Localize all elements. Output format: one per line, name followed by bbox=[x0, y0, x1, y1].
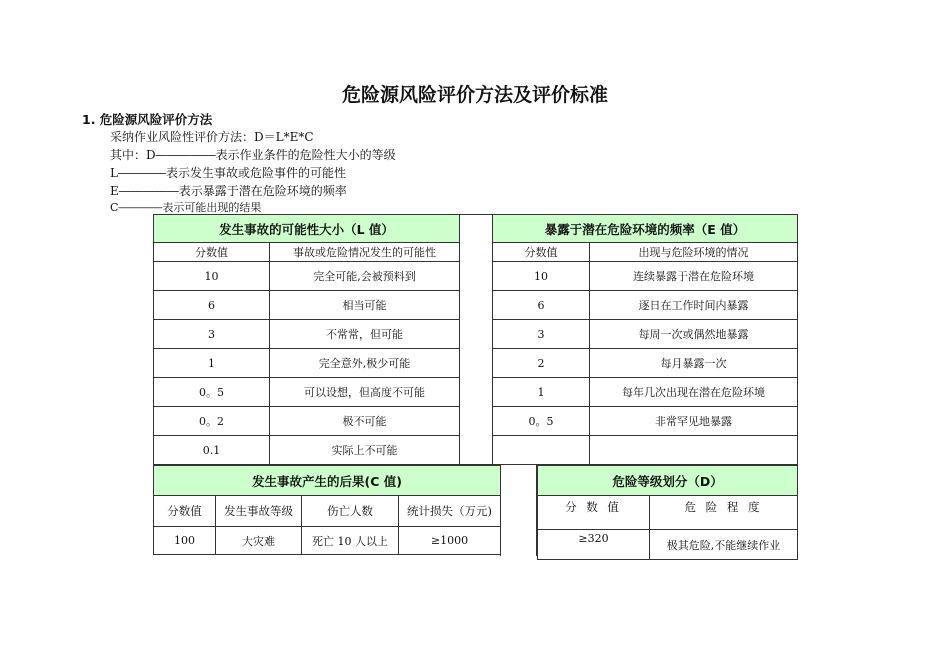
description-cell: 非常罕见地暴露 bbox=[590, 407, 798, 436]
score-cell: 2 bbox=[493, 349, 590, 378]
score-cell: 0。5 bbox=[154, 378, 270, 407]
formula-line: 采纳作业风险性评价方法：D＝L*E*C bbox=[110, 130, 314, 144]
table-gap bbox=[500, 465, 537, 556]
likelihood-table-title: 发生事故的可能性大小（L 值） bbox=[154, 215, 460, 243]
column-header: 伤亡人数 bbox=[302, 496, 399, 527]
description-cell: 完全可能,会被预料到 bbox=[270, 262, 460, 291]
description-cell: 可以设想，但高度不可能 bbox=[270, 378, 460, 407]
danger-degree-cell: 极其危险,不能继续作业 bbox=[650, 530, 798, 560]
consequence-table-title: 发生事故产生的后果(C 值) bbox=[154, 466, 501, 496]
exposure-table-title: 暴露于潜在危险环境的频率（E 值） bbox=[493, 215, 798, 243]
column-header: 统计损失（万元) bbox=[399, 496, 501, 527]
exposure-table bbox=[492, 214, 798, 465]
table-gap bbox=[459, 214, 492, 465]
score-cell: ≥320 bbox=[538, 530, 650, 560]
score-cell: 3 bbox=[154, 320, 270, 349]
description-cell: 每周一次或偶然地暴露 bbox=[590, 320, 798, 349]
score-cell: 10 bbox=[154, 262, 270, 291]
column-header: 出现与危险环境的情况 bbox=[590, 243, 798, 262]
score-cell: 0.1 bbox=[154, 436, 270, 465]
definition-d: 其中：D―――――表示作业条件的危险性大小的等级 bbox=[110, 148, 396, 162]
column-header: 危 险 程 度 bbox=[650, 496, 798, 530]
danger-level-table bbox=[537, 465, 798, 560]
section-heading: 1. 危险源风险评价方法 bbox=[82, 112, 213, 127]
score-cell bbox=[493, 436, 590, 465]
score-cell: 10 bbox=[493, 262, 590, 291]
description-cell: 连续暴露于潜在危险环境 bbox=[590, 262, 798, 291]
likelihood-table bbox=[153, 214, 460, 465]
casualty-cell: 死亡 10 人以上 bbox=[302, 527, 399, 555]
description-cell: 逐日在工作时间内暴露 bbox=[590, 291, 798, 320]
page-title: 危险源风险评价方法及评价标准 bbox=[341, 84, 608, 106]
description-cell: 完全意外,极少可能 bbox=[270, 349, 460, 378]
score-cell: 6 bbox=[154, 291, 270, 320]
description-cell: 相当可能 bbox=[270, 291, 460, 320]
definition-e: E―――――表示暴露于潜在危险环境的频率 bbox=[110, 184, 347, 198]
description-cell: 极不可能 bbox=[270, 407, 460, 436]
column-header: 分数值 bbox=[493, 243, 590, 262]
loss-cell: ≥1000 bbox=[399, 527, 501, 555]
score-cell: 1 bbox=[493, 378, 590, 407]
score-cell: 6 bbox=[493, 291, 590, 320]
score-cell: 0。2 bbox=[154, 407, 270, 436]
description-cell: 每月暴露一次 bbox=[590, 349, 798, 378]
score-cell: 1 bbox=[154, 349, 270, 378]
danger-level-table-title: 危险等级划分（D） bbox=[538, 466, 798, 496]
column-header: 分数值 bbox=[154, 243, 270, 262]
level-cell: 大灾难 bbox=[216, 527, 302, 555]
column-header: 分 数 值 bbox=[538, 496, 650, 530]
score-cell: 100 bbox=[154, 527, 216, 555]
column-header: 发生事故等级 bbox=[216, 496, 302, 527]
definition-l: L――――表示发生事故或危险事件的可能性 bbox=[110, 166, 346, 180]
description-cell: 不常常，但可能 bbox=[270, 320, 460, 349]
description-cell: 每年几次出现在潜在危险环境 bbox=[590, 378, 798, 407]
column-header: 分数值 bbox=[154, 496, 216, 527]
definition-c: C――――表示可能出现的结果 bbox=[110, 201, 262, 214]
description-cell bbox=[590, 436, 798, 465]
score-cell: 0。5 bbox=[493, 407, 590, 436]
consequence-table bbox=[153, 465, 501, 555]
score-cell: 3 bbox=[493, 320, 590, 349]
description-cell: 实际上不可能 bbox=[270, 436, 460, 465]
column-header: 事故或危险情况发生的可能性 bbox=[270, 243, 460, 262]
